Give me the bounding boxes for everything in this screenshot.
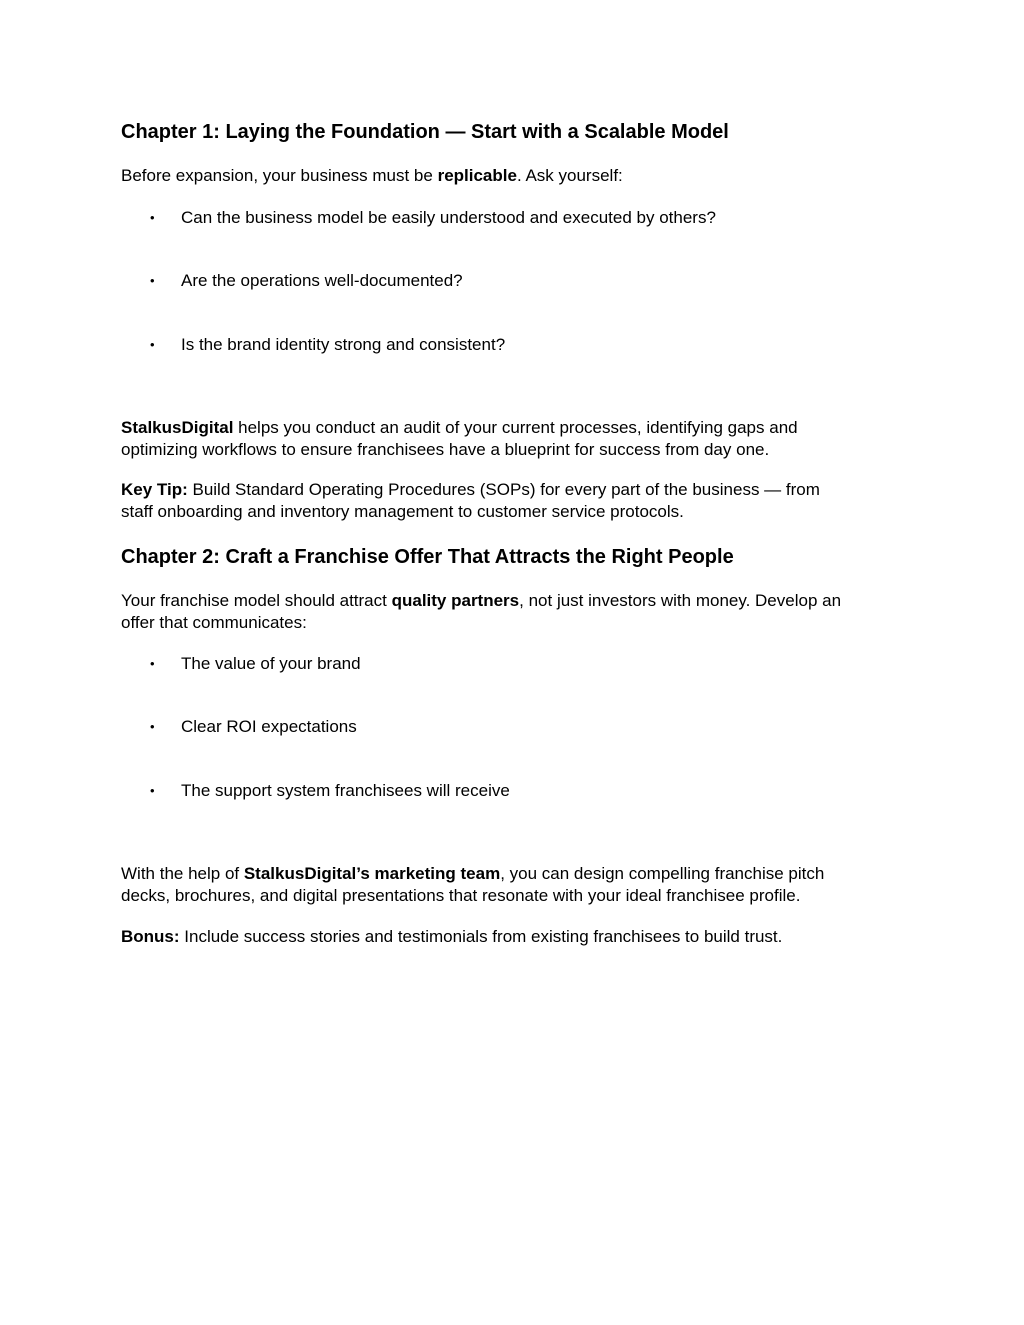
bonus-text: Include success stories and testimonials from existing franchisees to build trust. (179, 927, 783, 946)
chapter-1-heading: Chapter 1: Laying the Foundation — Start with a Scalable Model (121, 121, 729, 143)
chapter-2-intro-suffix: , not just investors with money. Develop an (519, 591, 842, 610)
marketing-team-paragraph (121, 863, 911, 907)
key-tip-text-line-2: staff onboarding and inventory management to customer service protocols. (121, 502, 684, 521)
bonus-label: Bonus: (121, 927, 180, 946)
marketing-text-line-1: , you can design compelling franchise pitch (500, 864, 825, 883)
bonus-paragraph (121, 926, 911, 948)
list-item-text: The support system franchisees will receive (181, 781, 510, 800)
audit-text-line-1: helps you conduct an audit of your current processes, identifying gaps and (233, 418, 798, 437)
marketing-text-line-2: decks, brochures, and digital presentations that resonate with your ideal franchisee profile. (121, 886, 801, 905)
chapter-2-intro-line-2: offer that communicates: (121, 613, 307, 632)
brand-name: StalkusDigital (121, 418, 234, 437)
key-tip-label: Key Tip: (121, 480, 188, 499)
chapter-2-intro (121, 590, 911, 634)
chapter-1-intro-text: Before expansion, your business must be (121, 166, 438, 185)
key-tip-paragraph (121, 479, 911, 523)
audit-paragraph (121, 417, 911, 461)
chapter-2-intro-bold: quality partners (391, 591, 520, 610)
list-item-text: Is the brand identity strong and consistent? (181, 335, 506, 354)
bullet-icon: • (150, 656, 155, 671)
marketing-text-prefix: With the help of (121, 864, 244, 883)
chapter-1-intro-suffix: . Ask yourself: (516, 166, 623, 185)
bullet-icon: • (150, 783, 155, 798)
list-item-text: Are the operations well-documented? (181, 271, 463, 290)
marketing-team-name: StalkusDigital’s marketing team (243, 864, 501, 883)
list-item-text: The value of your brand (181, 654, 361, 673)
chapter-1-intro (121, 165, 911, 187)
bullet-icon: • (150, 719, 155, 734)
list-item-text: Clear ROI expectations (181, 717, 357, 736)
chapter-1-intro-bold: replicable (437, 166, 517, 185)
audit-text-line-2: optimizing workflows to ensure franchisees have a blueprint for success from day one. (121, 440, 770, 459)
bullet-icon: • (150, 273, 155, 288)
bullet-icon: • (150, 210, 155, 225)
key-tip-text-line-1: Build Standard Operating Procedures (SOPs) for every part of the business — from (187, 480, 820, 499)
list-item-text: Can the business model be easily understood and executed by others? (181, 208, 716, 227)
bullet-icon: • (150, 337, 155, 352)
chapter-2-heading: Chapter 2: Craft a Franchise Offer That Attracts the Right People (121, 546, 734, 568)
chapter-2-intro-text: Your franchise model should attract (121, 591, 392, 610)
